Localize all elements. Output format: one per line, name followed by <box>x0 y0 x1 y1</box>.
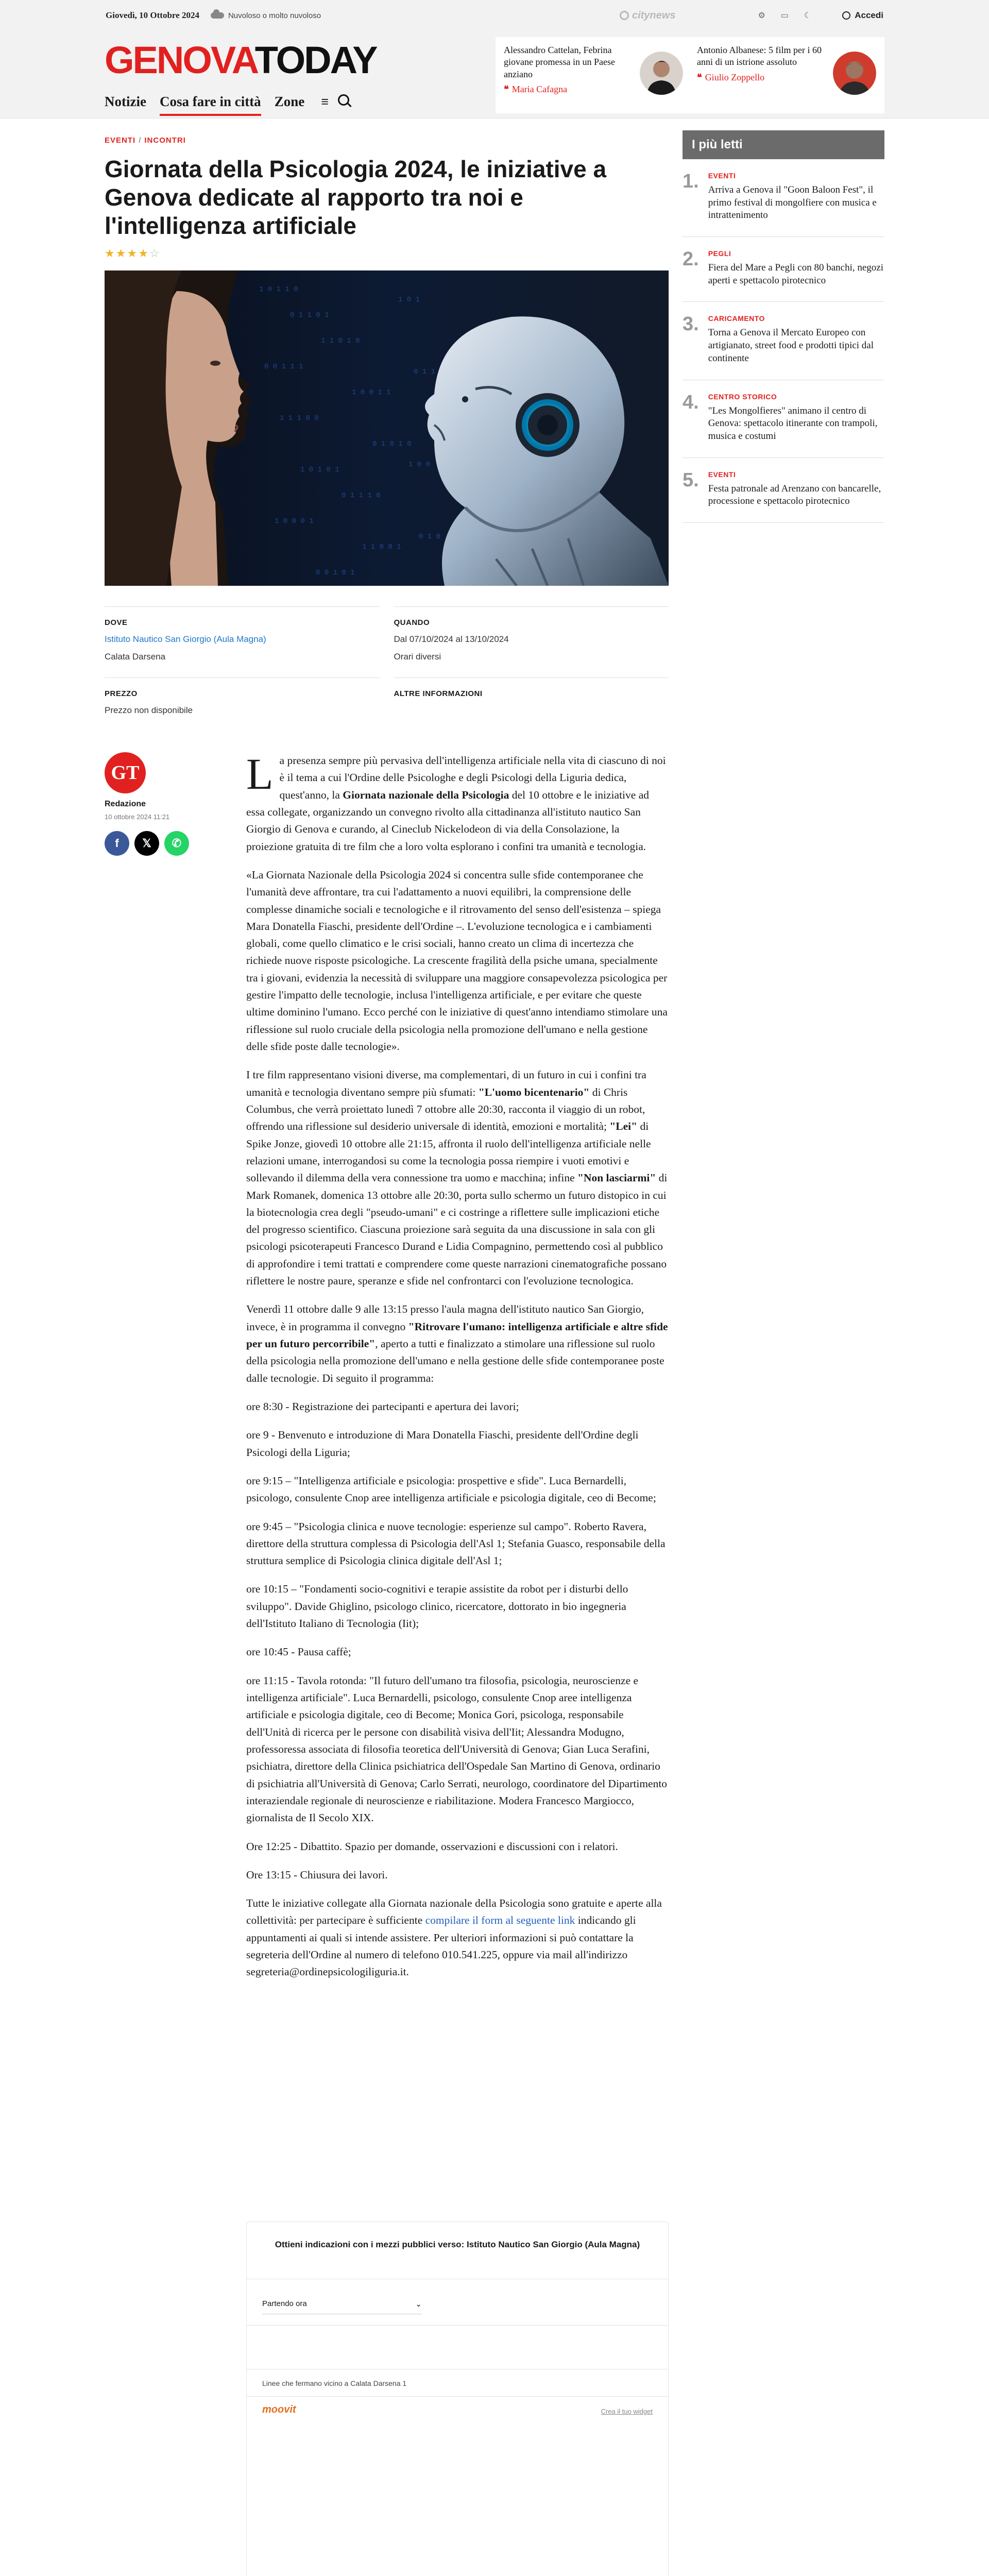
rank-number: 4. <box>683 391 699 413</box>
most-read-item[interactable] <box>683 237 884 302</box>
svg-text:1 0 0: 1 0 0 <box>408 460 431 469</box>
item-category: CARICAMENTO <box>708 314 765 323</box>
schedule-item: ore 9:15 – "Intelligenza artificiale e psicologia: prospettive e sfide". Luca Bernardelli, psicologo, consulente Cnop aree intelligenza artificiale e psicologia digitale, ceo di Become; <box>246 1474 656 1504</box>
schedule-item: Ore 13:15 - Chiusura dei lavori. <box>246 1868 388 1881</box>
category-eventi[interactable]: EVENTI <box>105 136 136 145</box>
info-quando <box>394 606 669 677</box>
promo-card[interactable] <box>496 37 691 113</box>
info-prezzo <box>105 677 380 731</box>
svg-text:1 0 1 1 0: 1 0 1 1 0 <box>259 285 298 294</box>
article-title: Giornata della Psicologia 2024, le iniziative a Genova dedicate al rapporto tra noi e l'intelligenza artificiale <box>105 156 607 240</box>
rank-number: 5. <box>683 469 699 491</box>
paragraph: La presenza sempre più pervasiva dell'intelligenza artificiale nella vita di ciascuno di noi è il tema a cui l'Ordine delle Psicologhe e degli Psicologi della Liguria dedica, quest'anno, la Giornata nazionale della Psicologia del 10 ottobre e le iniziative ad essa collegate, organizzando un convegno rivolto alla cittadinanza all'istituto nautico San Giorgio di Genova e curando, al Cineclub Nickelodeon di via della Consolazione, la proiezione gratuita di tre film che a loro volta esplorano i confini tra umanità e tecnologia. <box>246 749 666 853</box>
svg-text:1 1 0 1 0: 1 1 0 1 0 <box>321 336 360 345</box>
current-date: Giovedì, 10 Ottobre 2024 <box>106 10 199 20</box>
whatsapp-icon: ✆ <box>172 837 182 850</box>
dove-label: DOVE <box>105 618 128 627</box>
item-category: EVENTI <box>708 172 736 180</box>
facebook-share-button[interactable] <box>105 831 129 856</box>
ai-human-illustration <box>105 270 669 586</box>
rating-stars[interactable] <box>105 247 669 260</box>
schedule-item: ore 9 - Benvenuto e introduzione di Mara Donatella Fiaschi, presidente dell'Ordine degli Psicologi della Liguria; <box>246 1429 639 1459</box>
star-icon: ★ <box>127 246 139 260</box>
most-read-title: I più letti <box>683 130 884 159</box>
paragraph: Tutte le iniziative collegate alla Giornata nazionale della Psicologia sono gratuite e aperte alla collettività: per partecipare è sufficiente compilare il form al seguente link indicando gli appuntamenti ai quali si intende assistere. Per ulteriori informazioni si può contattare la segreteria dell'Ordine al numero di telefono 010.541.225, oppure via mail all'indirizzo segreteria@ordinepsicologiliguria.it. <box>246 1897 662 1978</box>
svg-text:1 0 0 0 1: 1 0 0 0 1 <box>275 517 314 526</box>
star-icon: ★ <box>105 246 116 260</box>
item-title: Arriva a Genova il "Goon Baloon Fest", il primo festival di mongolfiere con musica e intrattenimento <box>708 184 877 221</box>
promo-title: Antonio Albanese: 5 film per i 60 anni di un istrione assoluto <box>697 45 822 67</box>
x-icon: 𝕏 <box>142 837 151 850</box>
transit-lines-label: Linee che fermano vicino a Calata Darsena 1 <box>262 2379 407 2387</box>
venue-address: Calata Darsena <box>105 651 166 662</box>
logo-today: TODAY <box>254 39 377 81</box>
most-read-item[interactable] <box>683 159 884 237</box>
most-read-item[interactable] <box>683 380 884 458</box>
item-category: CENTRO STORICO <box>708 392 777 401</box>
nav-item-cosa-fare[interactable]: Cosa fare in città <box>160 94 261 116</box>
price-value: Prezzo non disponibile <box>105 705 193 715</box>
breadcrumb: EVENTI / INCONTRI <box>105 136 186 145</box>
facebook-icon: f <box>115 837 119 850</box>
cloud-icon <box>211 12 224 19</box>
svg-text:0 0 1 1 1: 0 0 1 1 1 <box>264 362 303 371</box>
top-icons <box>758 10 811 21</box>
citynews-logo[interactable] <box>620 10 675 22</box>
search-icon[interactable] <box>338 94 349 106</box>
create-widget-link[interactable]: Crea il tuo widget <box>601 2408 653 2415</box>
login-label: Accedi <box>855 10 883 20</box>
svg-text:0 0 1 0 1: 0 0 1 0 1 <box>316 568 355 577</box>
most-read-sidebar <box>683 129 884 523</box>
rank-number: 3. <box>683 313 699 335</box>
site-logo[interactable] <box>105 41 377 79</box>
departure-select-value: Partendo ora <box>262 2299 307 2308</box>
event-hours: Orari diversi <box>394 651 441 662</box>
svg-text:0 1 0: 0 1 0 <box>419 532 441 541</box>
quando-label: QUANDO <box>394 618 430 627</box>
x-share-button[interactable] <box>134 831 159 856</box>
citynews-label: citynews <box>632 9 676 21</box>
promo-title: Alessandro Cattelan, Febrina giovane promessa in un Paese anziano <box>504 45 615 79</box>
quote-icon: ❝ <box>504 84 509 95</box>
site-header <box>0 31 989 118</box>
svg-text:0 1 1 0 1: 0 1 1 0 1 <box>290 311 329 319</box>
paragraph: «La Giornata Nazionale della Psicologia 2024 si concentra sulle sfide contemporanee che l'umanità deve affrontare, tra cui l'adattamento a nuovi equilibri, la comprensione delle complesse dinamiche sociali e tecnologiche e il ritrovamento del senso dell'esistenza – spiega Mara Donatella Fiaschi, presidente dell'Ordine –. L'evoluzione tecnologica e i cambiamenti globali, come quello climatico e le crisi sociali, hanno creato un clima di incertezza che richiede nuove risposte psicologiche. La crescente fragilità della psiche umana, specialmente tra i giovani, evidenzia la necessità di sviluppare una maggiore consapevolezza psicologica per gestire l'impatto delle tecnologie, inclusa l'intelligenza artificiale, e per evitare che queste ultime dominino l'umano. Ecco perché con le iniziative di quest'anno intendiamo stimolare una riflessione sul ruolo cruciale della psicologia nella promozione dell'umano e nella gestione delle sfide poste dalle tecnologie». <box>246 868 668 1053</box>
departure-select[interactable] <box>262 2299 422 2314</box>
hero-image <box>105 270 669 586</box>
author-avatar[interactable]: GT <box>105 752 146 793</box>
paragraph: Venerdì 11 ottobre dalle 9 alle 13:15 presso l'aula magna dell'istituto nautico San Giorgio, invece, è in programma il convegno "Ritrovare l'umano: intelligenza artificiale e altre sfide per un futuro percorribile", aperto a tutti e finalizzato a stimolare una riflessione sul ruolo della psicologia nella promozione dell'umano e nella gestione delle sfide contemporanee poste dalle tecnologie. Di seguito il programma: <box>246 1303 668 1384</box>
schedule-item: ore 8:30 - Registrazione dei partecipanti e apertura dei lavori; <box>246 1400 519 1413</box>
weather-widget[interactable] <box>211 11 321 20</box>
svg-text:0 1 0 1 0: 0 1 0 1 0 <box>372 439 412 448</box>
item-title: Festa patronale ad Arenzano con bancarelle, processione e spettacolo pirotecnico <box>708 483 881 507</box>
venue-link[interactable]: Istituto Nautico San Giorgio (Aula Magna) <box>105 634 266 644</box>
schedule-item: ore 10:45 - Pausa caffè; <box>246 1646 351 1658</box>
promo-card[interactable] <box>689 37 884 113</box>
quote-icon: ❝ <box>697 72 702 82</box>
article-text <box>246 749 669 1992</box>
user-icon <box>842 11 850 20</box>
most-read-item[interactable] <box>683 302 884 380</box>
article-header <box>105 129 669 731</box>
item-category: EVENTI <box>708 470 736 479</box>
desktop-icon[interactable]: ▭ <box>780 11 789 20</box>
altre-info-label: ALTRE INFORMAZIONI <box>394 689 483 698</box>
schedule-item: ore 11:15 - Tavola rotonda: "Il futuro dell'umano tra filosofia, psicologia, neuroscienze e intelligenza artificiale". Luca Bernardelli, psicologo, consulente Cnop aree intelligenza artificiale e psicologia digitale, ceo di Become; Monica Gori, psicologa, responsabile dell'Unità di ricerca per le persone con disabilità visiva dell'Iit; Alessandra Modugno, professoressa associata di filosofia teoretica dell'Università di Genova; Gian Luca Serafini, psichiatra, direttore della Clinica psichiatrica dell'Ospedale San Martino di Genova, ordinario di psichiatria all'Università di Genova; Carlo Serrati, neurologo, coordinatore del Dipartimento interaziendale regionale di neuroscienze e riabilitazione. Modera Francesco Margiocco, giornalista de Il Secolo XIX. <box>246 1674 668 1824</box>
svg-text:1 0 1 0 1: 1 0 1 0 1 <box>300 465 339 474</box>
citynews-icon <box>620 11 629 20</box>
svg-text:0 1 1: 0 1 1 <box>414 367 436 376</box>
svg-text:1 1 0 0 1: 1 1 0 0 1 <box>362 543 401 551</box>
paragraph: I tre film rappresentano visioni diverse, ma complementari, di un futuro in cui i confini tra umanità e tecnologia diventano sempre più sfumati: "L'uomo bicentenario" di Chris Columbus, che verrà proiettato lunedì 7 ottobre alle 20:30, racconta il viaggio di un robot, offrendo una riflessione sul desiderio universale di identità, emozioni e mortalità; "Lei" di Spike Jonze, giovedì 10 ottobre alle 21:15, affronta il ruolo dell'intelligenza artificiale nelle relazioni umane, interrogandosi su come la tecnologia possa riempire i vuoti emotivi e sollevando il dilemma della vera connessione tra uomo e macchina; infine "Non lasciarmi" di Mark Romanek, domenica 13 ottobre alle 20:30, porta sullo schermo un futuro distopico in cui la biotecnologia crea degli "pseudo-umani" e ci costringe a riflettere sulle implicazioni etiche del progresso scientifico. Ciascuna proiezione sarà seguita da una discussione in sala con gli psicologi psicoterapeuti Francesco Durand e Lidia Compagnino, permettendo così al pubblico di approfondire i temi trattati e comprendere come queste narrazioni cinematografiche possano riflettere le nostre paure, speranze e sfide nel confrontarci con l'evoluzione tecnologica. <box>246 1069 668 1287</box>
menu-icon[interactable]: ≡ <box>321 94 329 109</box>
item-title: Fiera del Mare a Pegli con 80 banchi, negozi aperti e spettacolo pirotecnico <box>708 262 884 286</box>
item-category: PEGLI <box>708 249 731 258</box>
author-column <box>105 752 208 856</box>
star-icon: ★ <box>115 246 127 260</box>
info-altre <box>394 677 669 731</box>
schedule-item: ore 9:45 – "Psicologia clinica e nuove tecnologie: esperienze sul campo". Roberto Ravera, direttore della struttura complessa di Psicologia dell'Asl 1; Stefania Guasco, responsabile della struttura semplice di Psicologia clinica digitale dell'Asl 1; <box>246 1520 666 1567</box>
promo-avatar <box>640 52 683 95</box>
prezzo-label: PREZZO <box>105 689 138 698</box>
chevron-down-icon: ⌄ <box>415 2300 422 2309</box>
login-button[interactable] <box>842 10 883 21</box>
item-title: Torna a Genova il Mercato Europeo con artigianato, street food e prodotti tipici dal continente <box>708 327 874 364</box>
weather-label: Nuvoloso o molto nuvoloso <box>228 11 321 20</box>
category-incontri[interactable]: INCONTRI <box>144 136 186 145</box>
schedule-item: Ore 12:25 - Dibattito. Spazio per domande, osservazioni e discussioni con i relatori. <box>246 1840 618 1853</box>
transit-title: Ottieni indicazioni con i mezzi pubblici verso: Istituto Nautico San Giorgio (Aula Magna) <box>275 2240 640 2249</box>
event-dates: Dal 07/10/2024 al 13/10/2024 <box>394 634 509 644</box>
svg-text:1 0 1: 1 0 1 <box>398 295 420 304</box>
top-bar <box>0 0 989 31</box>
promo-author: Giulio Zoppello <box>705 72 765 82</box>
schedule-item: ore 10:15 – "Fondamenti socio-cognitivi e terapie assistite da robot per i disturbi dello sviluppo". Davide Ghiglino, psicologo clinico, ricercatore, dottorato in bio ingegneria dell'Istituto Italiano di Tecnologia (Iit); <box>246 1583 628 1630</box>
dark-mode-icon[interactable]: ☾ <box>804 11 812 20</box>
logo-genova: GENOVA <box>105 39 255 81</box>
nav-item-notizie[interactable]: Notizie <box>105 94 146 109</box>
most-read-item[interactable] <box>683 458 884 523</box>
nav-item-zone[interactable]: Zone <box>274 94 305 109</box>
promo-avatar <box>833 52 876 95</box>
author-name[interactable]: Redazione <box>105 800 146 808</box>
promo-author: Maria Cafagna <box>511 84 568 95</box>
share-buttons <box>105 831 208 856</box>
rank-number: 2. <box>683 248 699 270</box>
drop-cap: L <box>246 749 274 799</box>
registration-link[interactable]: compilare il form al seguente link <box>425 1914 575 1927</box>
svg-text:1 1 1 0 0: 1 1 1 0 0 <box>280 414 319 422</box>
rank-number: 1. <box>683 171 699 192</box>
main-nav <box>105 88 349 116</box>
svg-text:1 0 0 1 1: 1 0 0 1 1 <box>352 388 391 397</box>
item-title: "Les Mongolfieres" animano il centro di Genova: spettacolo itinerante con trampoli, musica e costumi <box>708 405 878 442</box>
settings-icon[interactable]: ⚙ <box>758 11 765 20</box>
svg-text:0 1 1 1 0: 0 1 1 1 0 <box>342 491 381 500</box>
info-dove <box>105 606 380 677</box>
star-empty-icon: ☆ <box>149 246 161 260</box>
transit-widget <box>246 2222 669 2576</box>
event-info <box>105 606 669 731</box>
star-icon: ★ <box>138 246 149 260</box>
moovit-logo[interactable]: moovit <box>262 2404 296 2415</box>
whatsapp-share-button[interactable] <box>164 831 189 856</box>
publish-date: 10 ottobre 2024 11:21 <box>105 813 170 821</box>
